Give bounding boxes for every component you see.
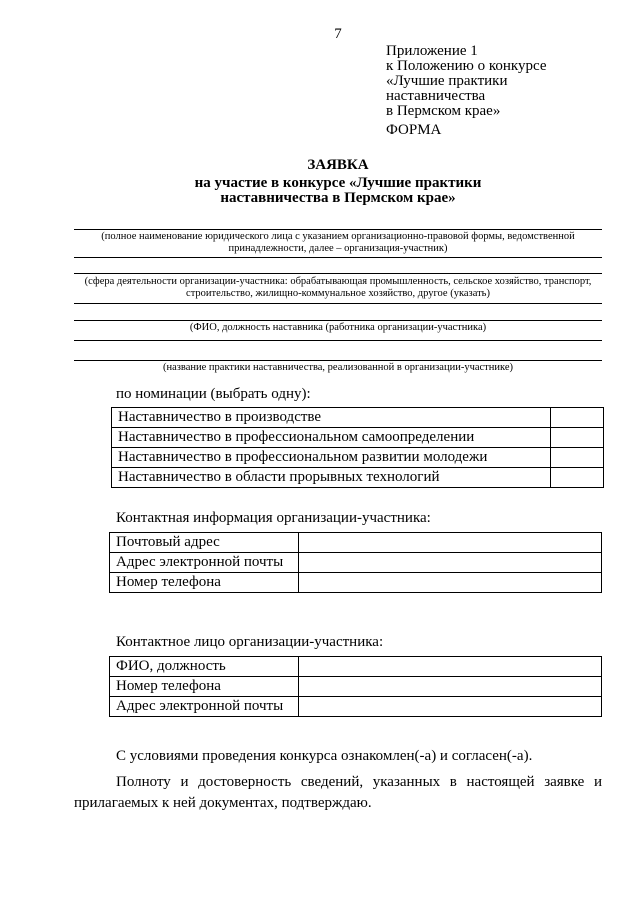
appendix-line: к Положению о конкурсе <box>386 58 547 74</box>
table-row <box>112 468 604 488</box>
appendix-line: Приложение 1 <box>386 43 478 59</box>
org-contact-label: Почтовый адрес <box>110 533 299 553</box>
agreement-statement: С условиями проведения конкурса ознакомлен(-а) и согласен(-а). <box>116 748 533 764</box>
table-row <box>110 697 602 717</box>
document-title: ЗАЯВКА <box>307 157 369 173</box>
person-contact-label: Номер телефона <box>110 677 299 697</box>
table-row <box>110 573 602 593</box>
org-contact-value[interactable] <box>299 573 602 593</box>
person-contact-heading: Контактное лицо организации-участника: <box>116 634 384 650</box>
page-number: 7 <box>334 26 342 42</box>
practice-line[interactable] <box>74 360 602 361</box>
subtitle-line: наставничества в Пермском крае» <box>220 190 456 206</box>
document-subtitle <box>0 176 640 206</box>
nomination-label: Наставничество в производстве <box>112 408 551 428</box>
appendix-header <box>386 44 547 119</box>
mentor-caption: (ФИО, должность наставника (работника организации-участника) <box>189 322 487 333</box>
person-contact-value[interactable] <box>299 657 602 677</box>
nomination-label: Наставничество в профессиональном самоопределении <box>112 428 551 448</box>
org-name-caption: (полное наименование юридического лица с указанием организационно-правовой формы, ведомственной принадлежности, далее – организация-участник) <box>101 231 575 254</box>
table-row <box>110 533 602 553</box>
form-label: ФОРМА <box>386 122 442 138</box>
nomination-choice-cell[interactable] <box>551 468 604 488</box>
org-contact-value[interactable] <box>299 533 602 553</box>
confirmation-statement: Полноту и достоверность сведений, указанных в настоящей заявке и прилагаемых к ней документах, подтверждаю. <box>74 774 602 811</box>
nomination-label: Наставничество в профессиональном развитии молодежи <box>112 448 551 468</box>
nomination-choice-cell[interactable] <box>551 448 604 468</box>
activity-line-2[interactable] <box>74 303 602 304</box>
appendix-line: наставничества <box>386 88 486 104</box>
org-contact-table <box>109 532 602 593</box>
table-row <box>110 553 602 573</box>
nominations-table <box>111 407 604 488</box>
org-contact-label: Адрес электронной почты <box>110 553 299 573</box>
nomination-choice-cell[interactable] <box>551 428 604 448</box>
person-contact-table <box>109 656 602 717</box>
appendix-line: «Лучшие практики <box>386 73 508 89</box>
table-row <box>110 677 602 697</box>
person-contact-value[interactable] <box>299 697 602 717</box>
org-contact-label: Номер телефона <box>110 573 299 593</box>
org-contact-heading: Контактная информация организации-участника: <box>116 510 431 526</box>
org-name-line-2[interactable] <box>74 257 602 258</box>
activity-line[interactable] <box>74 273 602 274</box>
mentor-line[interactable] <box>74 320 602 321</box>
org-contact-value[interactable] <box>299 553 602 573</box>
table-row <box>112 428 604 448</box>
table-row <box>112 408 604 428</box>
nomination-choice-cell[interactable] <box>551 408 604 428</box>
person-contact-label: Адрес электронной почты <box>110 697 299 717</box>
table-row <box>112 448 604 468</box>
org-name-line[interactable] <box>74 229 602 230</box>
nomination-label: Наставничество в области прорывных технологий <box>112 468 551 488</box>
person-contact-value[interactable] <box>299 677 602 697</box>
subtitle-line: на участие в конкурсе «Лучшие практики <box>194 175 482 191</box>
person-contact-label: ФИО, должность <box>110 657 299 677</box>
nomination-prompt: по номинации (выбрать одну): <box>116 386 311 402</box>
table-row <box>110 657 602 677</box>
practice-caption: (название практики наставничества, реализованной в организации-участнике) <box>163 362 513 373</box>
activity-caption: (сфера деятельности организации-участника: обрабатывающая промышленность, сельское хозяйство, транспорт, строительство, жилищно-коммунальное хозяйство, другое (указать) <box>84 276 592 299</box>
mentor-line-2[interactable] <box>74 340 602 341</box>
appendix-line: в Пермском крае» <box>386 103 501 119</box>
